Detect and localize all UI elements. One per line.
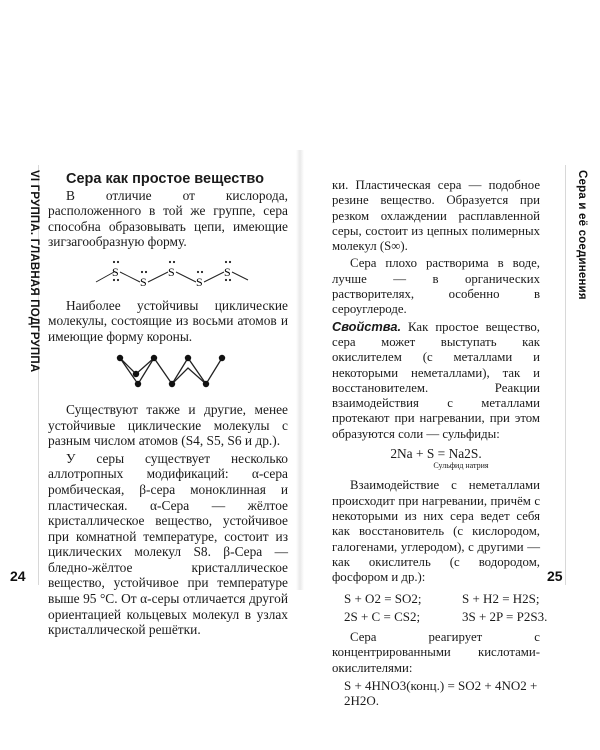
paragraph-nonmetals: Взаимодействие с неметаллами происходит при нагревании, причём с некоторыми из них сера ведет себя как восстановитель (с кислородом, галогенами, углеродом), с другими — как окислитель (с водородом, фосфором и др.): bbox=[332, 478, 540, 585]
bond bbox=[232, 272, 248, 280]
properties-term: Свойства. bbox=[332, 318, 402, 334]
bond bbox=[120, 272, 140, 282]
page-gutter bbox=[296, 150, 304, 590]
left-page-column bbox=[48, 172, 288, 638]
formula-caption: Сульфид натрия bbox=[433, 461, 489, 471]
paragraph-solubility: Сера плохо растворима в воде, лучше — в органических растворителях, особенно в сероуглероде. bbox=[332, 256, 540, 317]
sulfur-chain-diagram bbox=[48, 250, 288, 290]
equation: S + H2 = H2S; bbox=[462, 591, 540, 607]
right-running-title: Сера и её соединения bbox=[576, 170, 588, 300]
equations-grid bbox=[344, 591, 548, 624]
right-page-column bbox=[332, 178, 548, 709]
section-heading: Сера как простое вещество bbox=[66, 171, 264, 187]
bond bbox=[176, 272, 196, 282]
sulfur-atom: S bbox=[140, 274, 147, 289]
paragraph-chains: В отличие от кислорода, расположенного в той же группе, сера способна образовывать цепи, имеющие зигзагообразную форму. bbox=[48, 187, 288, 250]
bond bbox=[204, 272, 224, 282]
sulfur-atom: S bbox=[196, 274, 203, 289]
equation: 3S + 2P = P2S3. bbox=[462, 608, 548, 624]
left-page-number: 24 bbox=[10, 568, 26, 584]
paragraph-acids: Сера реагирует с концентрированными кислотами-окислителями: bbox=[332, 630, 540, 675]
crown-molecule-diagram bbox=[48, 344, 288, 394]
right-page-number: 25 bbox=[547, 568, 563, 584]
equation: 2S + C = CS2; bbox=[344, 608, 421, 624]
sulfur-atom: S bbox=[224, 264, 231, 279]
sulfur-atom: S bbox=[168, 264, 175, 279]
formula-sodium-sulfide: 2Na + S = Na2S. bbox=[390, 446, 482, 462]
paragraph-cyclic: Наиболее устойчивы циклические молекулы, состоящие из восьми атомов и имеющие форму короны. bbox=[48, 297, 288, 344]
bond bbox=[148, 272, 168, 282]
formula-nitric-acid: S + 4HNO3(конц.) = SO2 + 4NO2 + 2H2O. bbox=[344, 677, 538, 709]
sulfur-atom: S bbox=[112, 264, 119, 279]
equation: S + O2 = SO2; bbox=[344, 591, 422, 607]
paragraph-other-cycles: Существуют также и другие, менее устойчивые циклические молекулы с разным числом атомов (S4, S5, S6 и др.). bbox=[48, 401, 288, 449]
left-running-title: VI ГРУППА. ГЛАВНАЯ ПОДГРУППА bbox=[28, 170, 40, 373]
paragraph-properties: Как простое вещество, сера может выступать как окислителем (с металлами и некоторыми неметаллами), так и восстановителем. Реакции взаимодействия с металлами протекают при нагревании, при этом образуются соли — сульфиды: bbox=[332, 319, 540, 441]
paragraph-allotropes: У серы существует несколько аллотропных модификаций: α-сера ромбическая, β-сера моноклинная и пластическая. α-Сера — жёлтое кристаллическое вещество, устойчивое при комнатной температуре, состоит из циклических молекул S8. β-Сера — бледно-жёлтое кристаллическое вещество, устойчивое при температуре выше 95 °С. От α-серы отличается другой ориентацией кольцевых молекул в узлах кристаллической решётки. bbox=[48, 450, 288, 638]
paragraph-plastic-sulfur: ки. Пластическая сера — подобное резине вещество. Образуется при резком охлаждении расплавленной серы, состоит из цепных полимерных молекул (S∞). bbox=[332, 178, 540, 254]
